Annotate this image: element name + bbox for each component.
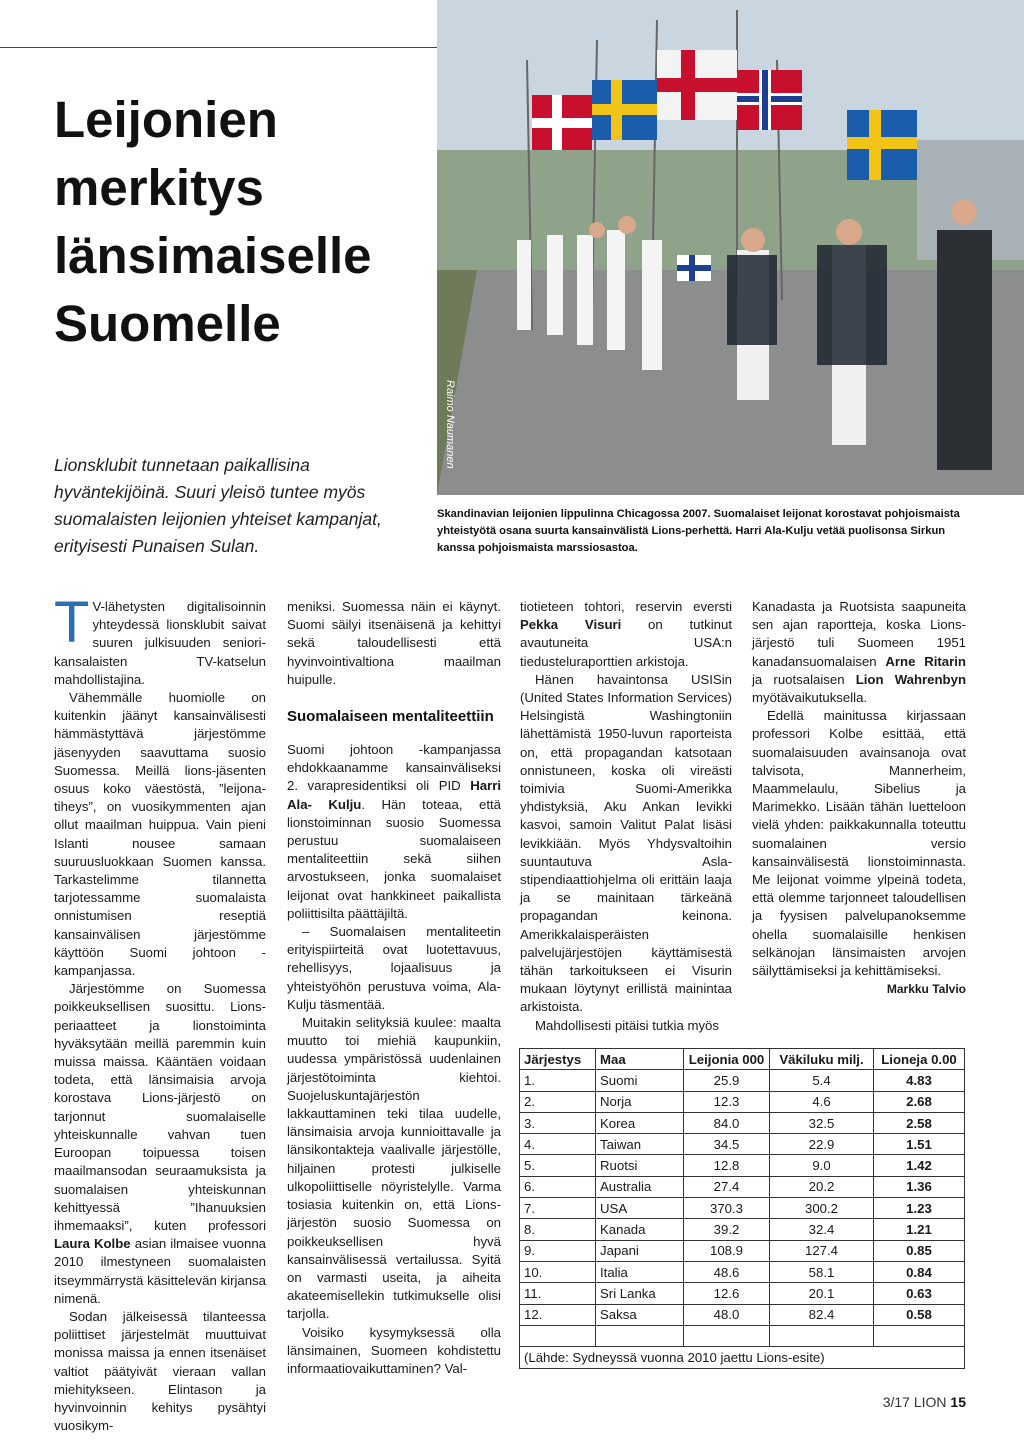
table-cell-empty — [520, 1325, 596, 1346]
table-cell: 9. — [520, 1240, 596, 1261]
paragraph: Vähemmälle huomiolle on kuitenkin jäänyt kansainvälisesti hämmästyttävä järjestömme jäsenyyden saavuttama suosio Suomessa. Meillä lions-jäsenten osuus koko väestöstä, ”leijona-tiheys”, on vuosikymmenten ajan ollut maailman huippua. Vain pieni Islanti nousee samaan suuruusluokkaan Suomen kanssa. Tarkastelimme tilannetta tarjotessamme suomalaista onnistumisen reseptiä kansainvälisen järjestömme käyttöön Suomi johtoon -kampanjassa. — [54, 690, 266, 979]
table-cell: 1. — [520, 1070, 596, 1091]
table-cell: 32.5 — [770, 1112, 874, 1133]
lions-density-table — [519, 1048, 965, 1347]
table-header: Järjestys — [520, 1049, 596, 1070]
name-bold: Pekka Visuri — [520, 617, 622, 633]
table-cell: Ruotsi — [596, 1155, 684, 1176]
name-bold: Harri Ala- Kulju — [287, 778, 501, 812]
parade-photo — [437, 0, 1024, 495]
page-folio — [883, 1394, 966, 1410]
table-cell: 4.6 — [770, 1091, 874, 1112]
table-cell: 10. — [520, 1261, 596, 1282]
table-cell: 2.68 — [874, 1091, 965, 1112]
table-cell: 12.6 — [684, 1283, 770, 1304]
table-row — [520, 1198, 965, 1219]
paragraph-text: . Hän toteaa, että lionstoiminnan suosio Suomessa perustuu suomalaiseen mentaliteettiin sekä siihen arvostukseen, jonka suomalaiset leijonat ovat hankkineet paikallista poliittisilta päättäjiltä. — [287, 796, 501, 921]
table-cell: 108.9 — [684, 1240, 770, 1261]
table-cell: 370.3 — [684, 1198, 770, 1219]
table-row — [520, 1283, 965, 1304]
table-cell: 39.2 — [684, 1219, 770, 1240]
table-cell: 11. — [520, 1283, 596, 1304]
table-cell-empty — [596, 1325, 684, 1346]
title-line: länsimaiselle — [54, 227, 372, 284]
title-line: Suomelle — [54, 295, 281, 352]
table-cell: 20.2 — [770, 1176, 874, 1197]
table-cell: 48.0 — [684, 1304, 770, 1325]
table-cell: 20.1 — [770, 1283, 874, 1304]
paragraph-text: tiotieteen tohtori, reservin eversti — [520, 599, 732, 614]
paragraph: meniksi. Suomessa näin ei käynyt. Suomi säilyi itsenäisenä ja kehittyi sekä taloudellisesti että hyvinvointivaltiona maailman huipulle. — [287, 599, 501, 687]
table-cell: 7. — [520, 1198, 596, 1219]
paragraph: Hänen havaintonsa USISin (United States Information Services) Helsingistä Washingtoniin lähettämistä 1950-luvun raporteista on, että propagandan katsotaan onnistuneen, koska oli vireästi toimivia Suomi-Amerikka yhdistyksiä, Aku Ankan levikki kasvoi, samoin Valitut Palat lisäsi levikkiään. Myös Yhdysvaltoihin suuntautuva Asla-stipendiaattiohjelma oli erittäin laaja ja se mainitaan tärkeänä propagandan keinona. Amerikkalaisperäisten palvelujärjestöjen käyttämisestä tähän tarkoitukseen ei Visurin mukaan löytynyt erillistä mainintaa arkistoista. — [520, 671, 732, 1015]
table-cell: 0.58 — [874, 1304, 965, 1325]
name-bold: Lion Wahrenbyn — [855, 671, 967, 687]
article-column-3 — [520, 598, 732, 1035]
table-row — [520, 1304, 965, 1325]
table-header-row — [520, 1049, 965, 1070]
table-cell-empty — [874, 1325, 965, 1346]
magazine-name: LION — [913, 1394, 947, 1410]
name-bold: Arne Ritarin — [885, 653, 966, 669]
table-cell: 0.85 — [874, 1240, 965, 1261]
table-source: (Lähde: Sydneyssä vuonna 2010 jaettu Lions-esite) — [519, 1347, 965, 1369]
table-cell: Saksa — [596, 1304, 684, 1325]
table-cell: 12.3 — [684, 1091, 770, 1112]
table-cell: 27.4 — [684, 1176, 770, 1197]
drop-cap: T — [54, 590, 90, 655]
paragraph-text: asian ilmaisee vuonna 2010 ilmestyneen suomalaisten itseymmärrystä käsittelevän kirjansa nimenä. — [54, 1236, 266, 1306]
table-header: Väkiluku milj. — [770, 1049, 874, 1070]
table-header: Lioneja 0.00 — [874, 1049, 965, 1070]
table-row — [520, 1240, 965, 1261]
table-row — [520, 1155, 965, 1176]
table-cell: USA — [596, 1198, 684, 1219]
table-header: Maa — [596, 1049, 684, 1070]
table-cell: 6. — [520, 1176, 596, 1197]
table-row — [520, 1091, 965, 1112]
table-cell: 58.1 — [770, 1261, 874, 1282]
table-cell: 1.21 — [874, 1219, 965, 1240]
paragraph-text: Kanadasta ja Ruotsista saapuneita sen ajan raportteja, koska Lions-järjestö tuli Suomeen 1951 kanadansuomalaisen — [752, 599, 966, 669]
table-cell: 22.9 — [770, 1134, 874, 1155]
table-cell: 127.4 — [770, 1240, 874, 1261]
paragraph — [54, 980, 266, 1308]
table-cell: 48.6 — [684, 1261, 770, 1282]
table-cell: 2.58 — [874, 1112, 965, 1133]
table-row — [520, 1112, 965, 1133]
table-cell: 82.4 — [770, 1304, 874, 1325]
photo-credit: Raimo Naumanen — [444, 380, 456, 469]
header-rule — [0, 47, 437, 48]
paragraph-text: Suomi johtoon -kampanjassa ehdokkaanamme kansainväliseksi 2. varapresidentiksi oli PID — [287, 742, 501, 794]
table-cell: Korea — [596, 1112, 684, 1133]
table-row — [520, 1261, 965, 1282]
paragraph: Edellä mainitussa kirjassaan professori Kolbe esittää, että suomalaisuuden avainsanoja ovat talvisota, Mannerheim, Maammelaulu, Sibelius ja Marimekko. Lisään tähän luetteloon vielä yhden: paikkakunnalla toteuttu suomalainen versio kansainvälisestä lionstoiminnasta. Me leijonat voimme ylpeinä todeta, että olemme tarjonneet taloudellisen ja fyysisen palvelupanoksemme ohella suomalaisille henkisen selkänojan länsimaisten arvojen säilyttämiseksi ja kehittämiseksi. — [752, 708, 966, 979]
paragraph-text: on tutkinut avautuneita USA:n tiedusteluraporttien arkistoja. — [520, 617, 732, 669]
table-cell: 0.84 — [874, 1261, 965, 1282]
table-cell: 34.5 — [684, 1134, 770, 1155]
table-cell: Italia — [596, 1261, 684, 1282]
paragraph: – Suomalaisen mentaliteetin erityispiirteitä ovat luotettavuus, rehellisyys, lojaalisuus ja yhteistyöhön perustuva voima, Ala-Kulju täsmentää. — [287, 924, 501, 1012]
table-cell: 2. — [520, 1091, 596, 1112]
table-row — [520, 1176, 965, 1197]
table-row — [520, 1070, 965, 1091]
table-cell: Australia — [596, 1176, 684, 1197]
table-cell: Japani — [596, 1240, 684, 1261]
table-cell: 1.42 — [874, 1155, 965, 1176]
paragraph-text: Järjestömme on Suomessa poikkeuksellisen suosittu. Lions-periaatteet ja lionstoiminta hyväksytään meillä paremmin kuin muissa maissa. Kääntäen voidaan todeta, että länsimaisia arvoja korostava Lions-järjestö on tarjonnut suomalaiselle yhteiskunnalle vahvan tuen Euroopan toipuessa toisen maailmansodan seuraamuksista ja suomalaisen yhteiskunnan kehittyessä ”Ihanuuksien ihmemaaksi”, kuten professori — [54, 981, 266, 1233]
table-cell: 1.51 — [874, 1134, 965, 1155]
table-cell: 9.0 — [770, 1155, 874, 1176]
issue-number: 3/17 — [882, 1394, 910, 1410]
table-cell: 4. — [520, 1134, 596, 1155]
table-cell: 1.36 — [874, 1176, 965, 1197]
paragraph-text: V-lähetysten digitalisoinnin yhteydessä lionsklubit saivat suuren julkisuuden seniori-kansalaisten TV-katselun mahdollistajina. — [54, 599, 266, 687]
table-cell: Norja — [596, 1091, 684, 1112]
table-cell-empty — [684, 1325, 770, 1346]
table-cell: 32.4 — [770, 1219, 874, 1240]
paragraph-text: myötävaikutuksella. — [752, 690, 868, 706]
article-lede: Lionsklubit tunnetaan paikallisina hyväntekijöinä. Suuri yleisö tuntee myös suomalaisten leijonien yhteiset kampanjat, erityisesti Punaisen Sulan. — [54, 455, 382, 556]
table-cell: 5. — [520, 1155, 596, 1176]
paragraph: Muitakin selityksiä kuulee: maalta muutto toi miehiä kaupunkiin, uudessa ympäristössä uudenlainen järjestötoiminta kiehtoi. Suojeluskuntajärjestön lakkauttaminen teki tilaa uudelle, länsimaisia arvoja kunnioittavalle ja länsikontakteja vaalivalle järjestölle, hiljainen protesti julkiselle ulkopoliittiselle nöyristelylle. Varma tosiasia kuitenkin on, että Lions- järjestön suosio Suomessa on poikkeuksellisen hyvä kansainvälisessä vertailussa. Syitä on varmasti useita, ja aiheita akateemisellekin tutkimukselle olisi tarjolla. — [287, 1015, 501, 1322]
article-title — [54, 86, 424, 358]
article-column-1 — [54, 590, 266, 1435]
paragraph — [520, 598, 732, 671]
table-row — [520, 1134, 965, 1155]
article-column-2 — [287, 598, 501, 1378]
name-bold: Laura Kolbe — [54, 1236, 131, 1252]
table-cell: 300.2 — [770, 1198, 874, 1219]
table-cell: Taiwan — [596, 1134, 684, 1155]
table-cell: 84.0 — [684, 1112, 770, 1133]
table-cell: 12.8 — [684, 1155, 770, 1176]
article-column-4 — [752, 598, 966, 998]
paragraph-text: ja ruotsalaisen — [752, 671, 856, 687]
table-cell: Sri Lanka — [596, 1283, 684, 1304]
title-line: merkitys — [54, 159, 264, 216]
table-row-empty — [520, 1325, 965, 1346]
page-number: 15 — [950, 1394, 966, 1410]
table-header: Leijonia 000 — [684, 1049, 770, 1070]
table-cell: 4.83 — [874, 1070, 965, 1091]
table-cell: 5.4 — [770, 1070, 874, 1091]
paragraph — [54, 590, 266, 689]
subheading: Suomalaiseen mentaliteettiin — [287, 708, 494, 726]
table-cell: Kanada — [596, 1219, 684, 1240]
table-row — [520, 1219, 965, 1240]
table-cell: 12. — [520, 1304, 596, 1325]
photo-caption: Skandinavian leijonien lippulinna Chicagossa 2007. Suomalaiset leijonat korostavat pohjoismaista yhteistyötä osana suurta kansainvälistä Lions-perhettä. Harri Ala-Kulju vetää puolisonsa Sirkun kanssa pohjoismaista marssiosastoa. — [437, 508, 960, 554]
table-cell: 25.9 — [684, 1070, 770, 1091]
table-cell-empty — [770, 1325, 874, 1346]
paragraph — [752, 598, 966, 707]
table-cell: 0.63 — [874, 1283, 965, 1304]
author-signature: Markku Talvio — [886, 982, 966, 997]
table-cell: 8. — [520, 1219, 596, 1240]
table-cell: 3. — [520, 1112, 596, 1133]
paragraph: Voisiko kysymyksessä olla länsimainen, Suomeen kohdistettu informaatiovaikuttaminen? Val- — [287, 1324, 501, 1376]
paragraph: Sodan jälkeisessä tilanteessa poliittiset järjestelmät muuttuivat monissa maissa ja ennen itsenäiset valtiot päätyivät vieraan vallan miehitykseen. Elintason ja hyvinvoinnin kehitys pysähtyi vuosikym- — [54, 1308, 266, 1434]
table-cell: Suomi — [596, 1070, 684, 1091]
title-line: Leijonien — [54, 91, 278, 148]
paragraph: Mahdollisesti pitäisi tutkia myös — [535, 1017, 719, 1033]
table-cell: 1.23 — [874, 1198, 965, 1219]
paragraph — [287, 741, 501, 923]
